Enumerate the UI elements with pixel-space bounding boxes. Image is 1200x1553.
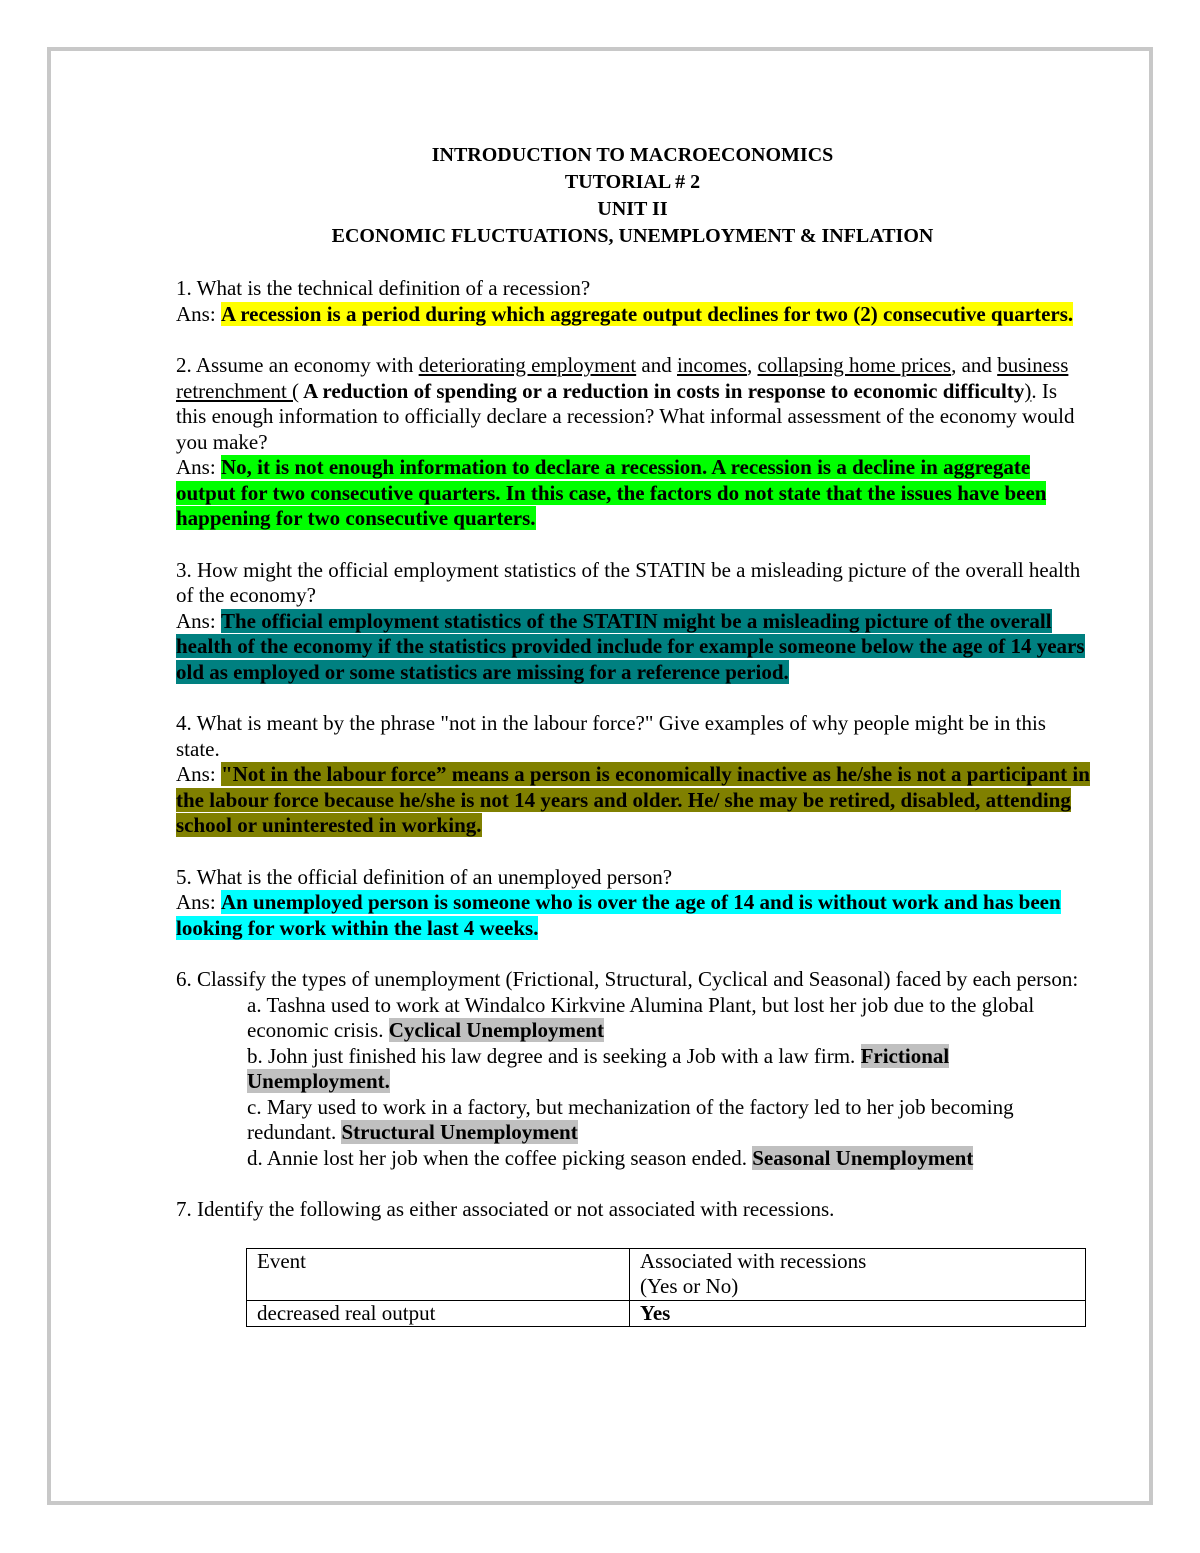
question-6-text: 6. Classify the types of unemployment (Frictional, Structural, Cyclical and Seasonal) faced by each person:	[176, 967, 1079, 991]
answer-1	[176, 302, 1091, 328]
q2-part2: and	[636, 353, 677, 377]
q6-item-a-answer: Cyclical Unemployment	[388, 1018, 604, 1042]
q6-item-c-answer: Structural Unemployment	[341, 1120, 578, 1144]
ans-label: Ans:	[176, 455, 216, 479]
table-header-associated	[630, 1248, 1086, 1300]
answer-2	[176, 455, 1091, 532]
answer-1-text: A recession is a period during which aggregate output declines for two (2) consecutive quarters.	[220, 301, 1074, 326]
question-7-text: 7. Identify the following as either associated or not associated with recessions.	[176, 1197, 835, 1221]
answer-2-text: No, it is not enough information to declare a recession. A recession is a decline in aggregate output for two consecutive quarters. In this case, the factors do not state that the issues have been happening for two consecutive quarters.	[176, 455, 1047, 530]
ans-label: Ans:	[176, 890, 216, 914]
table-cell-answer-text: Yes	[640, 1300, 671, 1325]
answer-3	[176, 609, 1091, 686]
q6-item-d	[247, 1146, 1091, 1172]
q6-item-a-text: a. Tashna used to work at Windalco Kirkvine Alumina Plant, but lost her job due to the global economic crisis.	[247, 992, 1035, 1042]
title-line-1: INTRODUCTION TO MACROECONOMICS	[431, 144, 834, 166]
q2-definition: A reduction of spending or a reduction in costs in response to economic difficulty	[299, 378, 1025, 403]
question-1	[176, 276, 1091, 327]
table-cell-answer	[630, 1300, 1086, 1327]
question-4-text: 4. What is meant by the phrase "not in the labour force?" Give examples of why people might be in this state.	[176, 711, 1046, 761]
q2-part3: ,	[746, 353, 758, 377]
q2-underline-incomes: incomes	[677, 353, 747, 377]
q6-item-b-answer: Frictional Unemployment.	[247, 1043, 950, 1093]
answer-5	[176, 890, 1091, 941]
title-line-3: UNIT II	[597, 198, 668, 220]
document-title	[174, 142, 1091, 250]
q6-item-c	[247, 1095, 1091, 1146]
answer-5-text: An unemployed person is someone who is over the age of 14 and is without work and has been looking for work within the last 4 weeks.	[176, 890, 1061, 940]
q6-item-b-text: b. John just finished his law degree and is seeking a Job with a law firm.	[247, 1043, 861, 1068]
ans-label: Ans:	[176, 762, 216, 786]
answer-4-text: "Not in the labour force” means a person is economically inactive as he/she is not a participant in the labour force because he/she is not 14 years and older. He/ she may be retired, disabled, attending school or uninterested in working.	[176, 762, 1090, 837]
q2-underline-retrenchment: business retrenchment (	[176, 353, 1069, 403]
document-body	[176, 142, 1091, 1327]
q6-item-d-answer: Seasonal Unemployment	[752, 1145, 974, 1170]
question-3-text: 3. How might the official employment statistics of the STATIN be a misleading picture of the overall health of the economy?	[176, 557, 1081, 607]
question-3	[176, 558, 1091, 686]
q2-underline-paren: )	[1024, 378, 1032, 403]
q2-underline-employment: deteriorating employment	[418, 353, 637, 377]
events-table	[246, 1248, 1086, 1328]
q6-item-a	[247, 993, 1091, 1044]
table-header-event: Event	[247, 1248, 630, 1300]
q2-part5: . Is this enough information to officially declare a recession? What informal assessment of the economy would you make?	[176, 378, 1075, 454]
question-2	[176, 353, 1091, 532]
question-2-text	[176, 353, 1091, 455]
q6-item-d-text: d. Annie lost her job when the coffee picking season ended.	[247, 1145, 753, 1170]
ans-label: Ans:	[176, 608, 216, 633]
question-4	[176, 711, 1091, 839]
table-header-associated-line2: (Yes or No)	[640, 1274, 739, 1298]
ans-label: Ans:	[176, 301, 216, 326]
table-cell-event: decreased real output	[247, 1300, 630, 1327]
q6-item-b	[247, 1044, 1091, 1095]
question-1-text: 1. What is the technical definition of a recession?	[176, 276, 591, 300]
answer-3-text: The official employment statistics of the STATIN might be a misleading picture of the overall health of the economy if the statistics provided include for example someone below the age of 14 years old as employed or some statistics are missing for a reference period.	[176, 608, 1085, 684]
question-7	[176, 1197, 1091, 1327]
q2-underline-home-prices: collapsing home prices	[757, 353, 952, 377]
q6-item-c-text: c. Mary used to work in a factory, but mechanization of the factory led to her job becoming redundant.	[247, 1094, 1014, 1144]
answer-4	[176, 762, 1091, 839]
question-5	[176, 865, 1091, 942]
table-header-associated-line1: Associated with recessions	[640, 1248, 867, 1273]
table-row	[247, 1300, 1086, 1327]
q2-part4: , and	[951, 353, 998, 377]
title-line-4: ECONOMIC FLUCTUATIONS, UNEMPLOYMENT & INFLATION	[331, 225, 934, 247]
q2-part1: 2. Assume an economy with	[176, 353, 419, 377]
table-header-row	[247, 1248, 1086, 1300]
question-5-text: 5. What is the official definition of an unemployed person?	[176, 864, 673, 889]
title-line-2: TUTORIAL # 2	[564, 171, 701, 193]
question-6	[176, 967, 1091, 1171]
